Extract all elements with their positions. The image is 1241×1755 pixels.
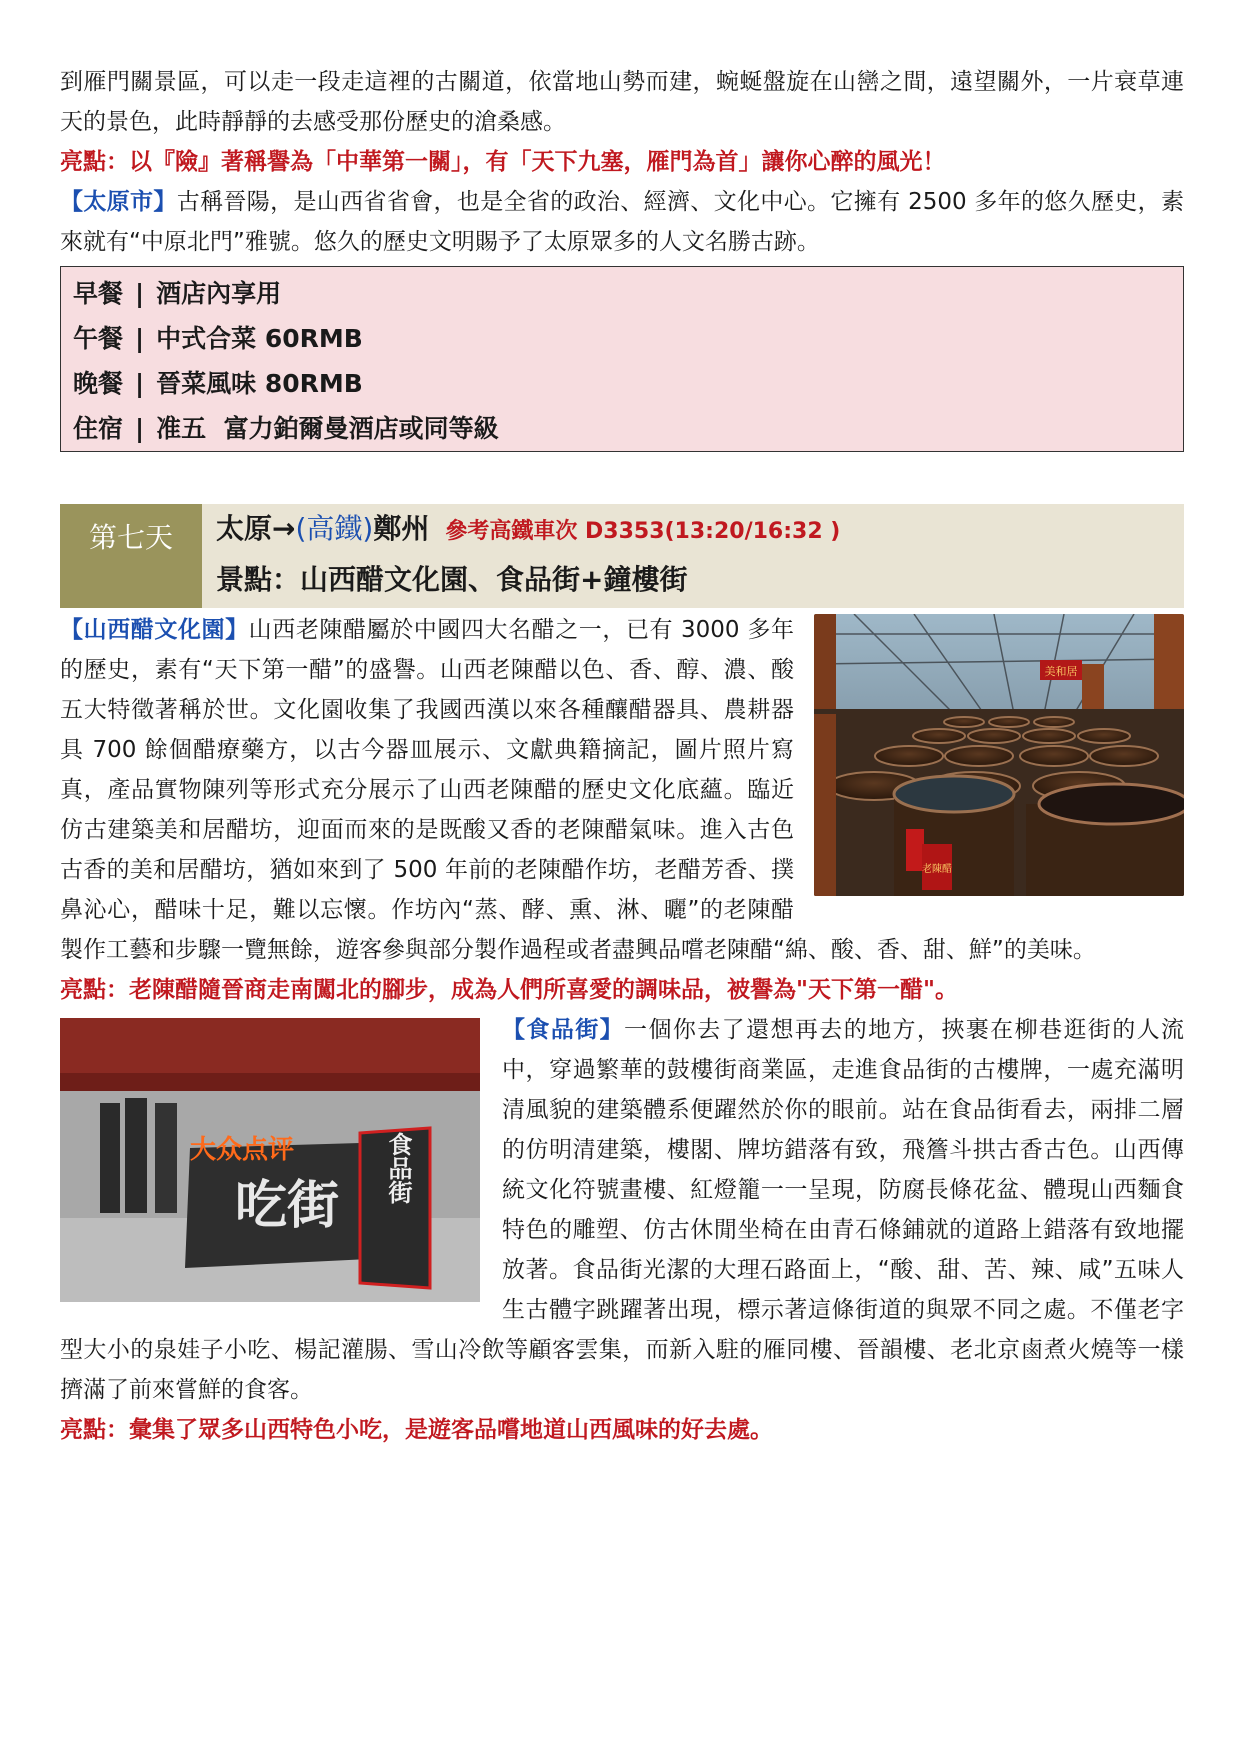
food-photo-street: 吃街	[235, 1176, 340, 1236]
vinegar-section	[60, 610, 1184, 1010]
meal-value: 准五 富力鉑爾曼酒店或同等級	[156, 414, 499, 443]
meal-label: 午餐	[73, 324, 124, 353]
meal-label: 晚餐	[73, 369, 124, 398]
day-route	[216, 504, 840, 557]
day-info	[202, 504, 840, 608]
meal-value: 晉菜風味 80RMB	[156, 369, 363, 398]
meal-separator: |	[135, 369, 145, 398]
route-rail: (高鐵)	[295, 512, 374, 545]
route-to: 鄭州	[373, 512, 430, 545]
yanmen-highlight: 亮點：以『險』著稱譽為「中華第一關」，有「天下九塞，雁門為首」讓你心醉的風光！	[60, 149, 946, 175]
meal-label: 住宿	[73, 414, 124, 443]
taiyuan-text: 古稱晉陽，是山西省省會，也是全省的政治、經濟、文化中心。它擁有 2500 多年的悠久歷史，素來就有“中原北門”雅號。悠久的歷史文明賜予了太原眾多的人文名勝古跡。	[60, 189, 1185, 255]
meal-separator: |	[135, 279, 145, 308]
day-spots: 景點：山西醋文化園、食品街+鐘樓街	[216, 563, 688, 596]
taiyuan-tag: 【太原市】	[60, 189, 177, 215]
train-info: 參考高鐵車次 D3353(13:20/16:32 )	[445, 519, 841, 544]
vinegar-text: 山西老陳醋屬於中國四大名醋之一，已有 3000 多年的歷史，素有“天下第一醋”的盛譽。山西老陳醋以色、香、醇、濃、酸五大特徵著稱於世。文化園收集了我國西漢以來各種釀醋器具、農耕器具 700 餘個醋療藥方，以古今器皿展示、文獻典籍摘記，圖片照片寫真，產品實物陳列等形式充分展示了山西老陳醋的歷史文化底蘊。臨近仿古建築美和居醋坊，迎面而來的是既酸又香的老陳醋氣味。進入古色古香的美和居醋坊，猶如來到了 500 年前的老陳醋作坊，老醋芳香、撲鼻沁心，醋味十足，難以忘懷。作坊內“蒸、酵、熏、淋、曬”的老陳醋製作工藝和步驟一覽無餘，遊客參與部分製作過程或者盡興品嚐老陳醋“綿、酸、香、甜、鮮”的美味。	[60, 617, 1096, 963]
yanmen-paragraph: 到雁門關景區，可以走一段走這裡的古關道，依當地山勢而建，蜿蜒盤旋在山巒之間，遠望關外，一片衰草連天的景色，此時靜靜的去感受那份歷史的滄桑感。	[60, 69, 1184, 135]
meal-value: 中式合菜 60RMB	[156, 324, 363, 353]
meal-separator: |	[135, 414, 145, 443]
meal-table	[60, 266, 1184, 452]
vinegar-photo-jar-label: 老陳醋	[922, 864, 952, 875]
meal-label: 早餐	[73, 279, 124, 308]
meal-value: 酒店內享用	[156, 279, 282, 308]
meal-row-dinner	[73, 361, 1171, 406]
day-label: 第七天	[60, 504, 202, 608]
food-highlight: 亮點：彙集了眾多山西特色小吃，是遊客品嚐地道山西風味的好去處。	[60, 1417, 773, 1443]
day-header	[60, 504, 1184, 608]
food-street-photo	[60, 1018, 480, 1302]
vinegar-jars-photo	[814, 614, 1184, 896]
vinegar-photo-sign: 美和居	[1044, 665, 1078, 678]
vinegar-tag: 【山西醋文化園】	[60, 617, 249, 643]
food-photo-sign: 食品街	[384, 1132, 412, 1204]
food-tag: 【食品街】	[502, 1017, 625, 1043]
meal-row-lunch	[73, 316, 1171, 361]
meal-separator: |	[135, 324, 145, 353]
itinerary-page	[60, 62, 1184, 1450]
route-from: 太原→	[216, 512, 296, 545]
food-text: 一個你去了還想再去的地方，挾裹在柳巷逛街的人流中，穿過繁華的鼓樓街商業區，走進食品街的古樓牌，一處充滿明清風貌的建築體系便躍然於你的眼前。站在食品街看去，兩排二層的仿明清建築，樓閣、牌坊錯落有致，飛簷斗拱古香古色。山西傳統文化符號畫樓、紅燈籠一一呈現，防腐長條花盆、體現山西麵食特色的雕塑、仿古休閒坐椅在由青石條鋪就的道路上錯落有致地擺放著。食品街光潔的大理石路面上，“酸、甜、苦、辣、咸”五味人生古體字跳躍著出現，標示著這條街道的與眾不同之處。不僅老字型大小的泉娃子小吃、楊記灌腸、雪山冷飲等顧客雲集，而新入駐的雁同樓、晉韻樓、老北京鹵煮火燒等一樣擠滿了前來嘗鮮的食客。	[60, 1017, 1185, 1403]
meal-row-breakfast	[73, 271, 1171, 316]
food-section	[60, 1010, 1184, 1450]
taiyuan-paragraph	[60, 182, 1184, 262]
vinegar-highlight: 亮點：老陳醋隨晉商走南闖北的腳步，成為人們所喜愛的調味品，被譽為"天下第一醋"。	[60, 977, 958, 1003]
food-photo-brand: 大众点评	[190, 1135, 295, 1165]
meal-row-hotel	[73, 406, 1171, 451]
